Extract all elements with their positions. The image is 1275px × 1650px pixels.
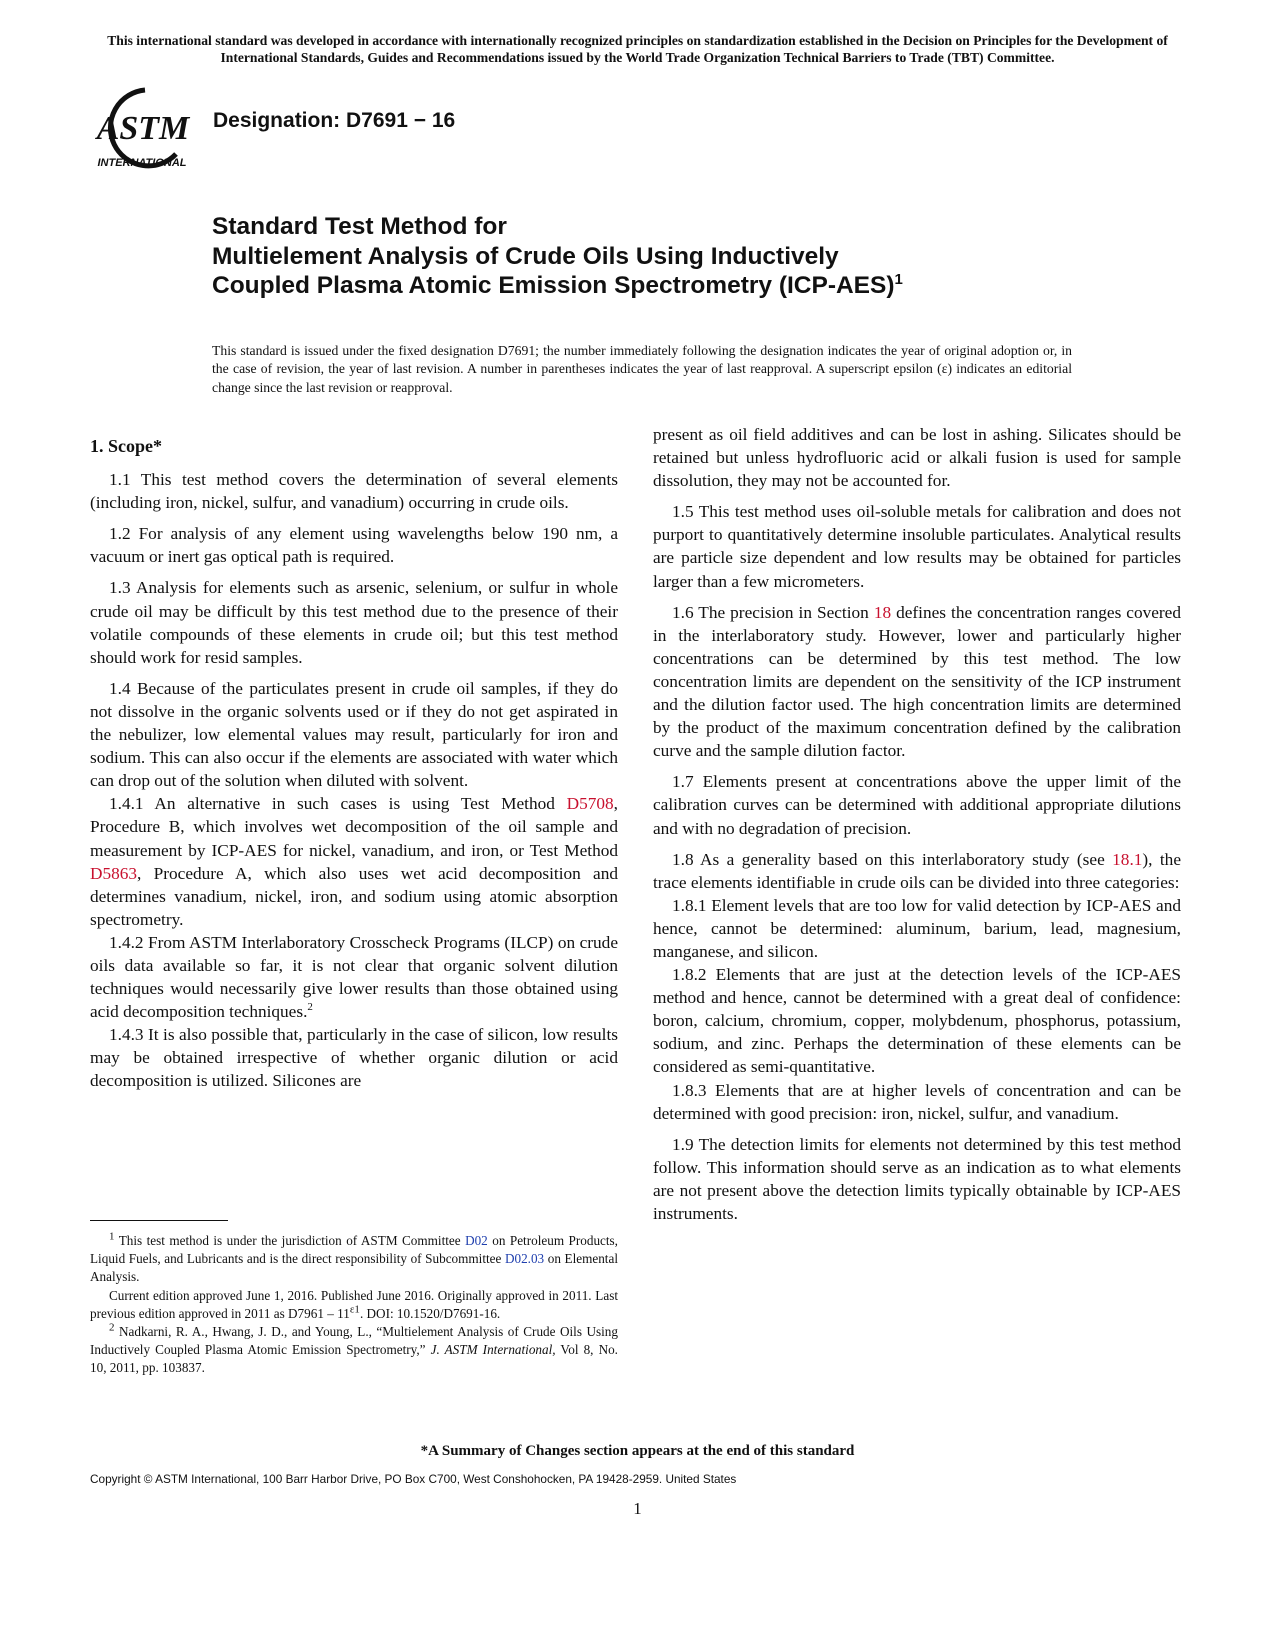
paragraph-1-4-3: 1.4.3 It is also possible that, particularly in the case of silicon, low results may be obtained irrespective of whether organic dilution or acid decomposition is utilized. Silicones are [90,1025,618,1091]
svg-text:ASTM: ASTM [96,110,190,147]
title-footnote-mark: 1 [894,270,903,288]
issued-note: This standard is issued under the fixed designation D7691; the number immediately following the designation indicates the year of original adoption or, in the case of revision, the year of last revision. A number in parentheses indicates the year of last reapproval. A superscript epsilon (ε) indicates an editorial change since the last revision or reapproval. [212,343,1072,395]
left-column [90,435,618,1093]
footnotes [90,1232,618,1378]
footnote-1-edition: Current edition approved June 1, 2016. Published June 2016. Originally approved in 2011. Last previous edition approved in 2011 as $D7961 - 11^{\varepsilon 1}$. DOI: 10.1520/D7691-16. [90,1287,618,1321]
paragraph-1-6: 1.6 The precision in Section 18 defines the concentration ranges covered in the interlaboratory study. However, lower and particularly higher concentrations can be determined by this test method. The low concentration limits are dependent on the sensitivity of the ICP instrument and the dilution factor used. The high concentration limits are determined by the product of the maximum concentration defined by the calibration curve and the sample dilution factor. [653,602,1181,761]
paragraph-1-9: 1.9 The detection limits for elements not determined by this test method follow. This information should serve as an indication as to what elements are not present above the detection limits typically obtainable by ICP-AES instruments. [653,1134,1181,1223]
paragraph-1-4-2: 1.4.2 From ASTM Interlaboratory Crosscheck Programs (ILCP) on crude oils data available so far, it is not clear that organic solvent dilution techniques would necessarily give lower results than those obtained using acid decomposition techniques.$^2$ [90,932,618,1022]
page-number: 1 [633,1499,642,1518]
copyright-line: Copyright © ASTM International, 100 Barr Harbor Drive, PO Box C700, West Conshohocken, PA 19428-2959. United States [90,1472,737,1486]
footnote-2-mark[interactable]: 2 [307,1001,313,1014]
link-d5863[interactable]: D5863 [90,863,138,883]
paragraph-1-4: 1.4 Because of the particulates present in crude oil samples, if they do not dissolve in the organic solvents used or if they do not get aspirated in the nebulizer, low elemental values may result, particularly for iron and sodium. This can also occur if the elements are associated with water which can drop out of the solution when diluted with solvent. [90,678,618,791]
link-section-18-1[interactable]: 18.1 [1112,849,1143,869]
paragraph-1-8-2: 1.8.2 Elements that are just at the detection levels of the ICP-AES method and hence, cannot be determined with a great deal of confidence: boron, calcium, chromium, copper, molybdenum, phosphorus, potassium, sodium, and zinc. Perhaps the determination of these elements can be considered as semi-quantitative. [653,965,1181,1077]
paragraph-1-4-3-continued: present as oil field additives and can be lost in ashing. Silicates should be retained but unless hydrofluoric acid or alkali fusion is used for sample dissolution, they may not be accounted for. [653,425,1181,491]
paragraph-1-3: 1.3 Analysis for elements such as arsenic, selenium, or sulfur in whole crude oil may be difficult by this test method due to the presence of their volatile compounds of these elements in crude oil; but this test method should work for resid samples. [90,578,618,667]
title-line-2: Multielement Analysis of Crude Oils Using Inductively [212,242,839,270]
document-title [212,212,903,301]
title-line-3: Coupled Plasma Atomic Emission Spectrometry (ICP-AES) [212,272,895,299]
right-column [653,425,1181,1225]
paragraph-1-4-1: 1.4.1 An alternative in such cases is using Test Method D5708, Procedure B, which involves wet decomposition of the oil sample and measurement by ICP-AES for nickel, vanadium, and iron, or Test Method D5863, Procedure A, which also uses wet acid decomposition and determines vanadium, nickel, iron, and sodium using atomic absorption spectrometry. [90,794,618,929]
paragraph-1-7: 1.7 Elements present at concentrations above the upper limit of the calibration curves can be determined with additional appropriate dilutions and with no degradation of precision. [653,772,1181,838]
designation: Designation: D7691 − 16 [213,109,456,132]
footnote-divider [90,1220,228,1221]
paragraph-1-1: 1.1 This test method covers the determination of several elements (including iron, nickel, sulfur, and vanadium) occurring in crude oils. [90,470,618,513]
footnote-1: $^1$ This test method is under the jurisdiction of ASTM Committee D02 on Petroleum Products, Liquid Fuels, and Lubricants and is the direct responsibility of Subcommittee D02.03 on Elemental Analysis. [90,1230,618,1285]
paragraph-1-2: 1.2 For analysis of any element using wavelengths below 190 nm, a vacuum or inert gas optical path is required. [90,524,618,567]
link-subcommittee-d02-03[interactable]: D02.03 [504,1251,545,1267]
paragraph-1-8-1: 1.8.1 Element levels that are too low for valid detection by ICP-AES and hence, cannot be determined: aluminum, barium, lead, magnesium, manganese, and silicon. [653,895,1181,961]
summary-of-changes-note: *A Summary of Changes section appears at the end of this standard [420,1443,855,1459]
paragraph-1-5: 1.5 This test method uses oil-soluble metals for calibration and does not purport to quantitatively determine insoluble particulates. Analytical results are particle size dependent and low results may be obtained for particles larger than a few micrometers. [653,502,1181,591]
wto-notice: This international standard was developed in accordance with internationally recognized principles on standardization established in the Decision on Principles for the Development of International Standards, Guides and Recommendations issued by the World Trade Organization Technical Barriers to Trade (TBT) Committee. [107,33,1168,65]
section-heading-scope: 1. Scope* [90,436,162,456]
title-line-1: Standard Test Method for [212,213,507,240]
paragraph-1-8: 1.8 As a generality based on this interlaboratory study (see 18.1), the trace elements identifiable in crude oils can be divided into three categories: [653,849,1181,892]
link-committee-d02[interactable]: D02 [465,1233,488,1248]
link-section-18[interactable]: 18 [873,602,892,622]
footnote-2: $^2$ Nadkarni, R. A., Hwang, J. D., and Young, L., “Multielement Analysis of Crude Oils Using Inductively Coupled Plasma Atomic Emission Spectrometry,” J. ASTM International, Vol 8, No. 10, 2011, pp. 103837. [90,1321,618,1376]
paragraph-1-8-3: 1.8.3 Elements that are at higher levels of concentration and can be determined with good precision: iron, nickel, sulfur, and vanadium. [653,1080,1181,1123]
link-d5708[interactable]: D5708 [566,794,614,814]
astm-international-logo [90,84,200,176]
logo-text: INTERNATIONAL [97,157,187,169]
